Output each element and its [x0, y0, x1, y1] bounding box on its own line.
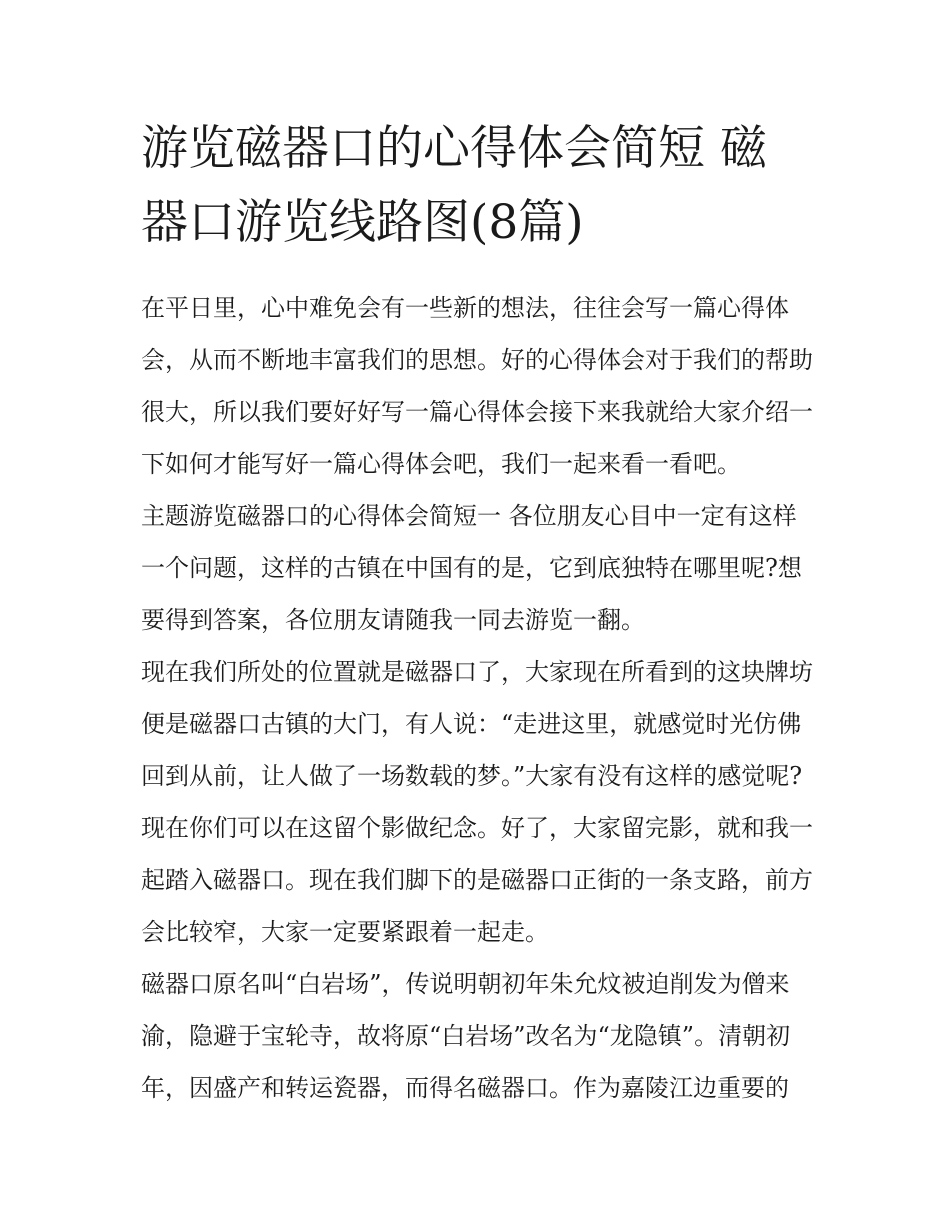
paragraph-topic: 主题游览磁器口的心得体会简短一 各位朋友心目中一定有这样一个问题，这样的古镇在中国有的是，它到底独特在哪里呢?想要得到答案，各位朋友请随我一同去游览一翻。: [141, 502, 802, 634]
document-body: [141, 282, 813, 1114]
paragraph-entrance: 现在我们所处的位置就是磁器口了，大家现在所看到的这块牌坊便是磁器口古镇的大门，有人说：“走进这里，就感觉时光仿佛回到从前，让人做了一场数载的梦。”大家有没有这样的感觉呢?现在你们可以在这留个影做纪念。好了，大家留完影，就和我一起踏入磁器口。现在我们脚下的是磁器口正街的一条支路，前方会比较窄，大家一定要紧跟着一起走。: [141, 658, 813, 946]
document-title: 游览磁器口的心得体会简短 磁器口游览线路图(8篇): [141, 121, 767, 250]
paragraph-intro: 在平日里，心中难免会有一些新的想法，往往会写一篇心得体会，从而不断地丰富我们的思想。好的心得体会对于我们的帮助很大，所以我们要好好写一篇心得体会接下来我就给大家介绍一下如何才能写好一篇心得体会吧，我们一起来看一看吧。: [141, 294, 813, 478]
paragraph-history: 磁器口原名叫“白岩场”，传说明朝初年朱允炆被迫削发为僧来渝，隐避于宝轮寺，故将原“白岩场”改名为“龙隐镇”。清朝初年，因盛产和转运瓷器，而得名磁器口。作为嘉陵江边重要的: [141, 970, 791, 1102]
document-page: [141, 112, 813, 1114]
